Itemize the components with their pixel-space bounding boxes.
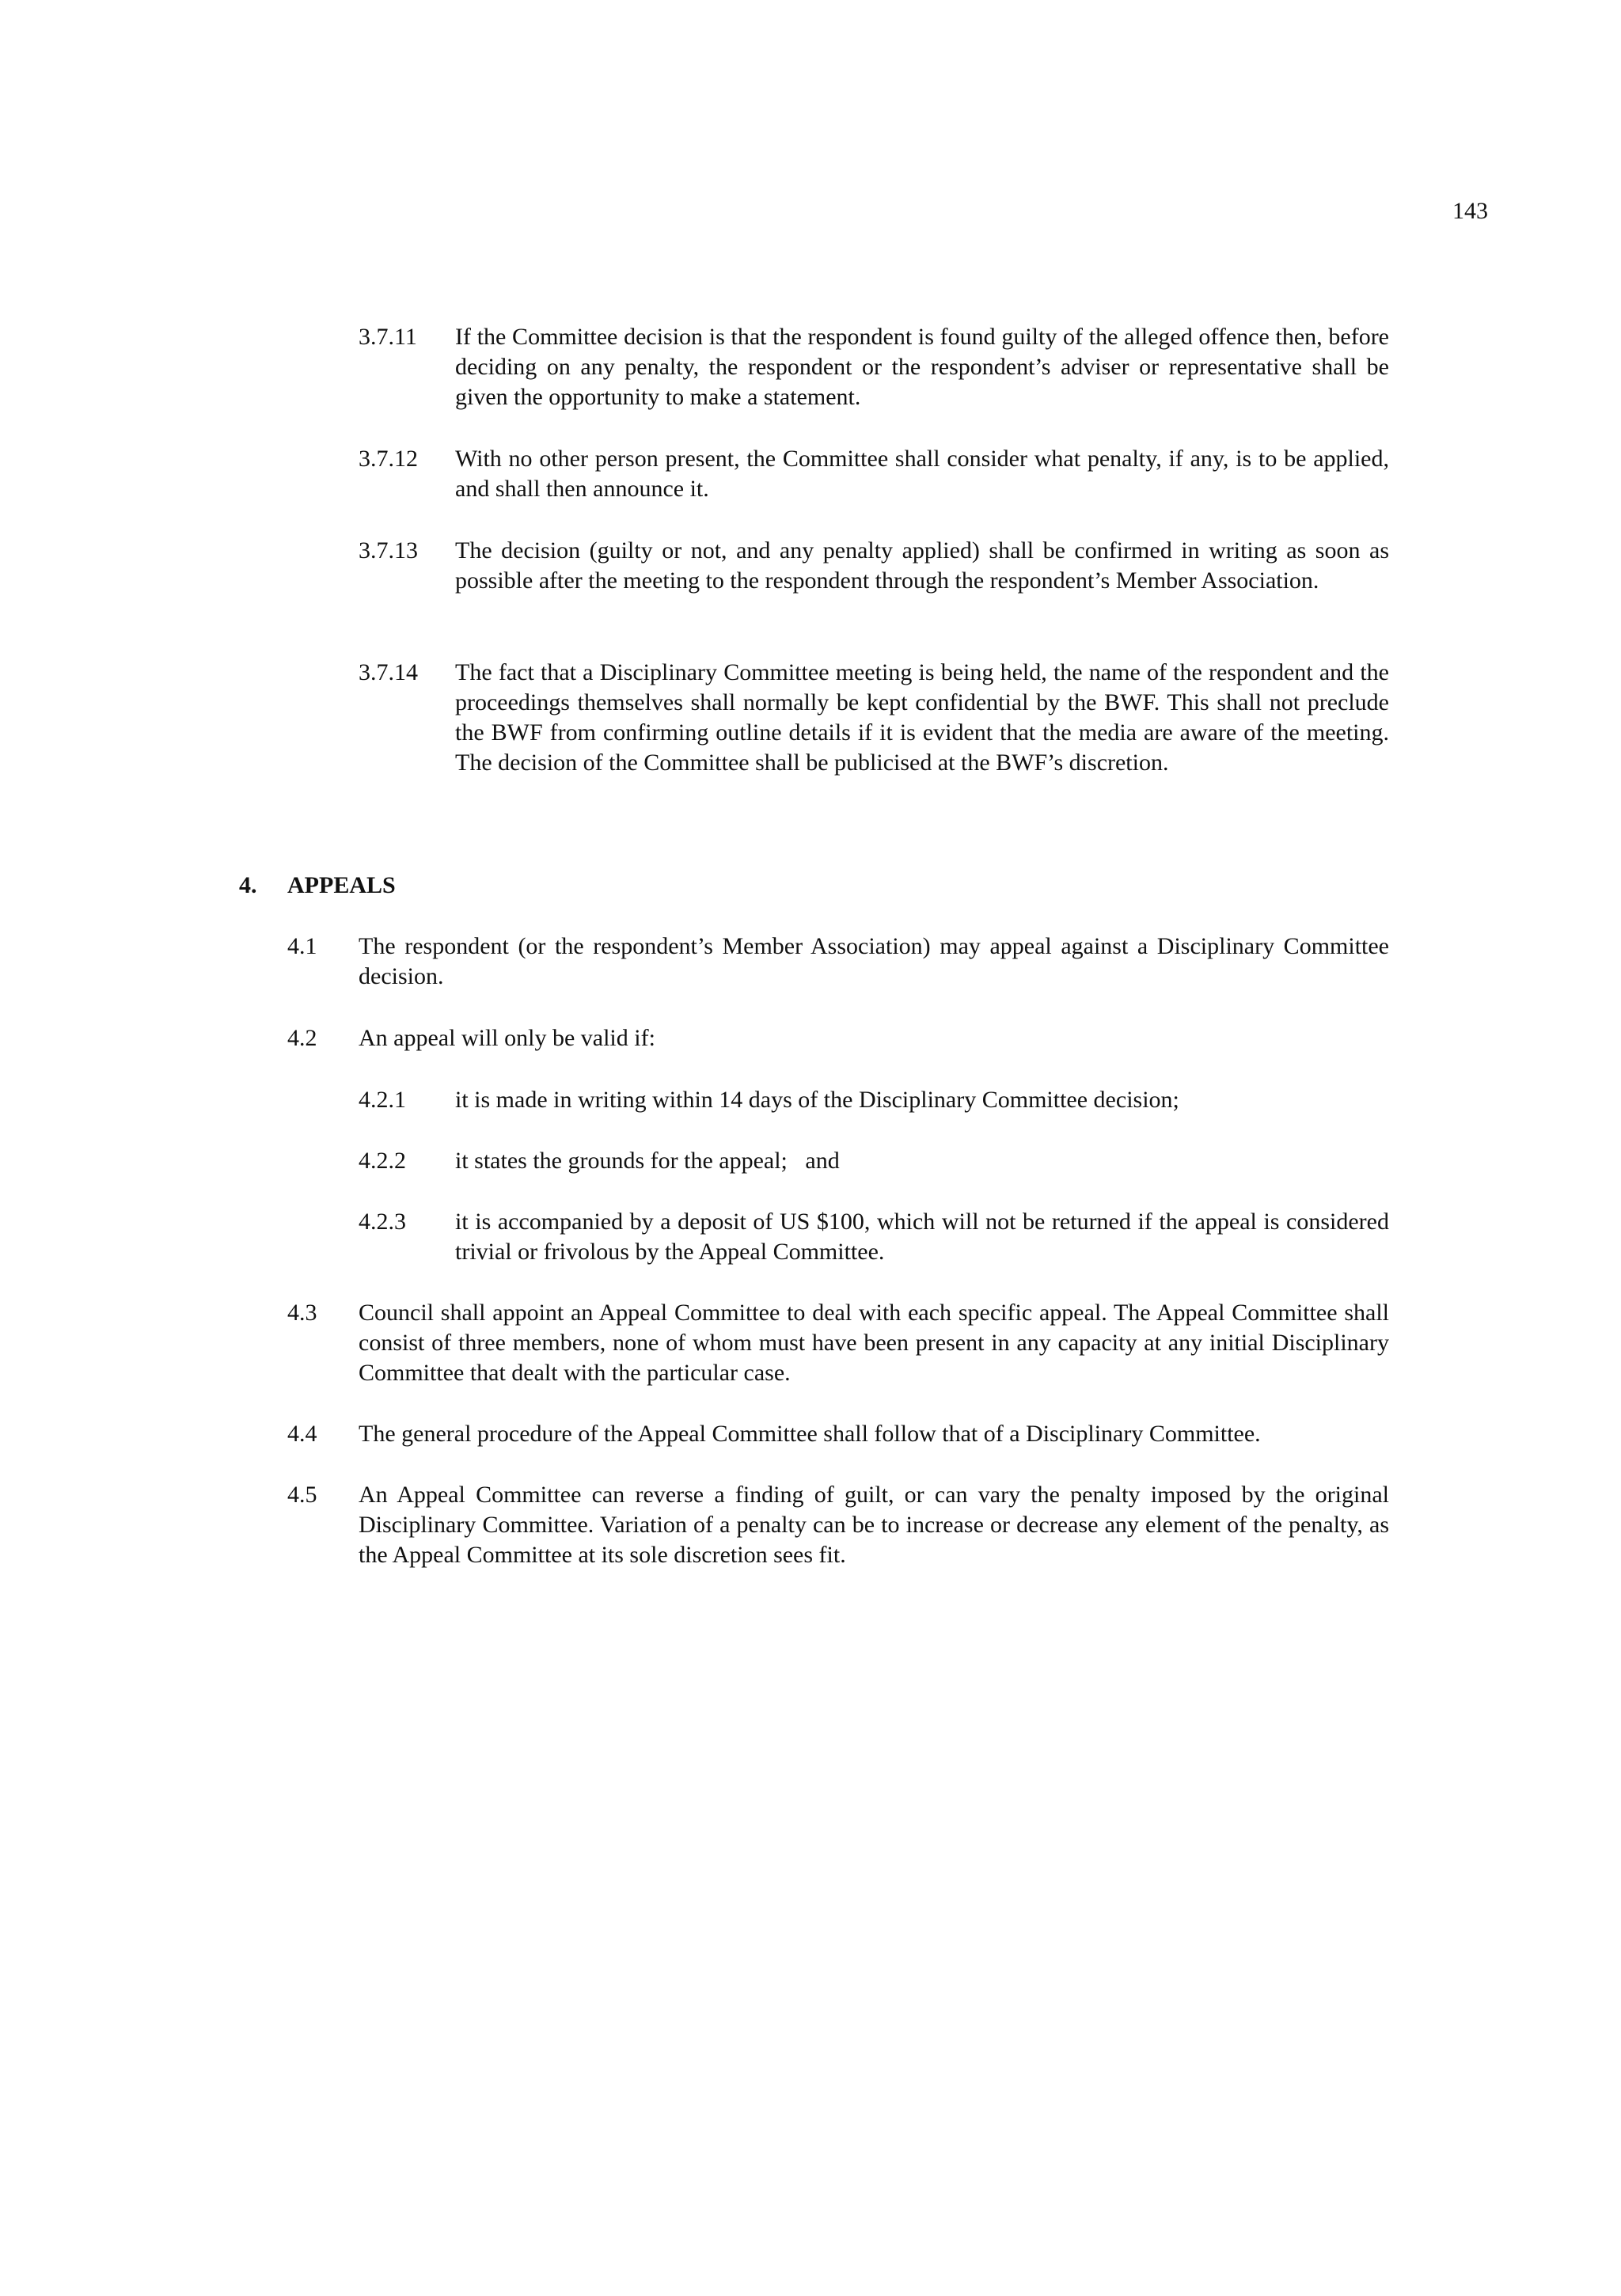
- clause-number: 4.2.2: [359, 1148, 406, 1174]
- clause-number: 3.7.14: [359, 659, 418, 685]
- clause-text: With no other person present, the Committee shall consider what penalty, if any, is to be applied, and shall then announce it.: [455, 446, 1389, 502]
- clause-text: it is accompanied by a deposit of US $100, which will not be returned if the appeal is considered trivial or frivolous by the Appeal Committee.: [455, 1209, 1389, 1265]
- clause-number: 4.4: [287, 1421, 317, 1447]
- clause-text: If the Committee decision is that the respondent is found guilty of the alleged offence then, before deciding on any penalty, the respondent or the respondent’s adviser or representative shall be given the opportunity to make a statement.: [455, 324, 1389, 410]
- clause-text: The fact that a Disciplinary Committee meeting is being held, the name of the respondent and the proceedings themselves shall normally be kept confidential by the BWF. This shall not preclude the BWF from confirming outline details if it is evident that the media are aware of the meeting. The decision of the Committee shall be publicised at the BWF’s discretion.: [455, 659, 1389, 776]
- section-number: 4.: [239, 872, 257, 898]
- clause-4-5: [287, 1480, 1389, 1570]
- clause-number: 4.1: [287, 933, 317, 959]
- clause-3-7-13: [359, 536, 1389, 596]
- clause-text: it is made in writing within 14 days of the Disciplinary Committee decision;: [455, 1087, 1179, 1113]
- section-heading-appeals: [239, 871, 714, 902]
- clause-text: it states the grounds for the appeal; and: [455, 1148, 840, 1174]
- clause-number: 4.2.1: [359, 1087, 406, 1113]
- clause-text: Council shall appoint an Appeal Committee to deal with each specific appeal. The Appeal Committee shall consist of three members, none of whom must have been present in any capacity at any initial Disciplinary Committee that dealt with the particular case.: [359, 1300, 1389, 1386]
- clause-text: The general procedure of the Appeal Committee shall follow that of a Disciplinary Committee.: [359, 1421, 1261, 1447]
- clause-4-1: [287, 932, 1389, 992]
- clause-4-2: [287, 1023, 1389, 1053]
- page-number: 143: [1452, 198, 1488, 224]
- clause-4-2-1: [359, 1085, 1389, 1115]
- clause-4-4: [287, 1419, 1389, 1449]
- clause-3-7-11: [359, 322, 1389, 412]
- clause-4-2-3: [359, 1207, 1389, 1267]
- clause-number: 4.5: [287, 1482, 317, 1508]
- section-title: APPEALS: [287, 872, 396, 898]
- clause-number: 4.3: [287, 1300, 317, 1326]
- clause-4-2-2: [359, 1146, 1389, 1176]
- clause-text: An Appeal Committee can reverse a finding of guilt, or can vary the penalty imposed by the original Disciplinary Committee. Variation of a penalty can be to increase or decrease any element of the penalty, as the Appeal Committee at its sole discretion sees fit.: [359, 1482, 1389, 1568]
- clause-number: 3.7.11: [359, 324, 417, 350]
- clause-3-7-14: [359, 658, 1389, 778]
- clause-4-3: [287, 1298, 1389, 1388]
- clause-3-7-12: [359, 444, 1389, 504]
- clause-number: 3.7.13: [359, 537, 418, 564]
- clause-number: 4.2: [287, 1025, 317, 1051]
- clause-number: 4.2.3: [359, 1209, 406, 1235]
- clause-text: An appeal will only be valid if:: [359, 1025, 655, 1051]
- clause-text: The decision (guilty or not, and any penalty applied) shall be confirmed in writing as soon as possible after the meeting to the respondent through the respondent’s Member Association.: [455, 537, 1389, 594]
- clause-text: The respondent (or the respondent’s Member Association) may appeal against a Disciplinary Committee decision.: [359, 933, 1389, 989]
- clause-number: 3.7.12: [359, 446, 418, 472]
